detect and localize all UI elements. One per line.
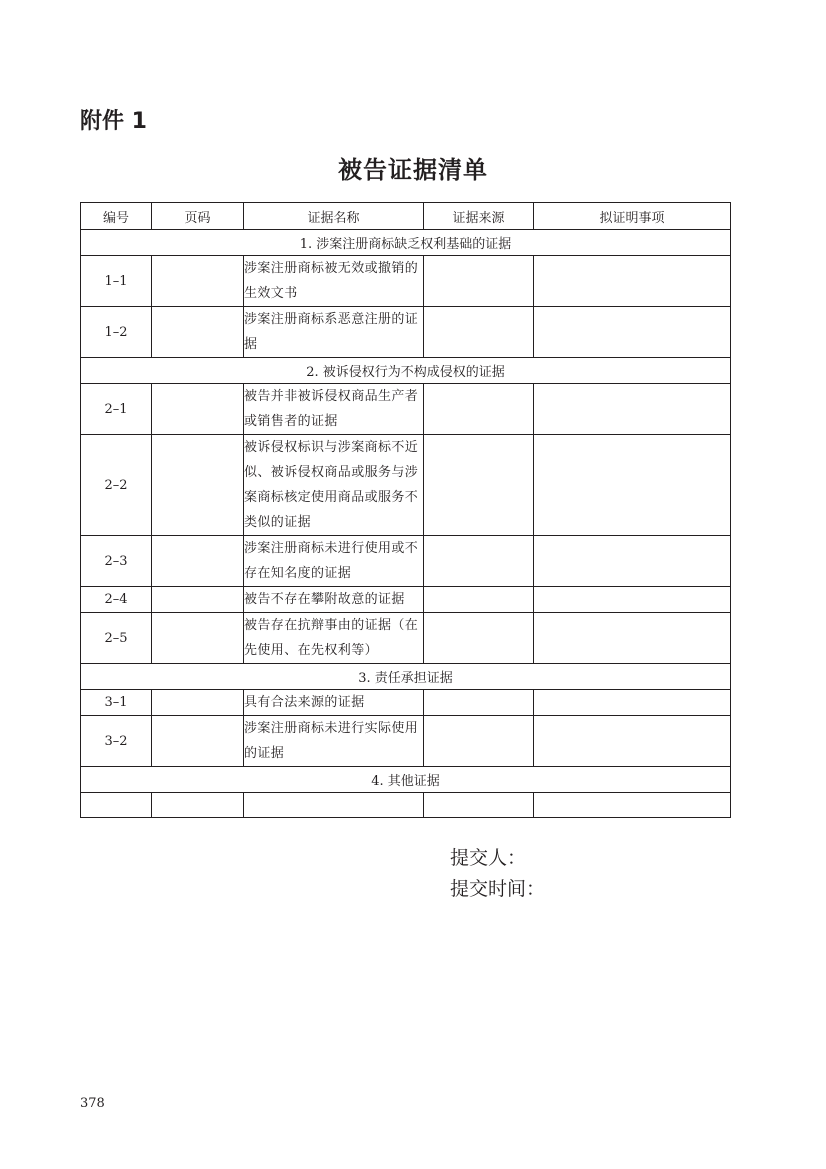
header-page: 页码 [152, 203, 244, 230]
page-number: 378 [80, 1096, 105, 1111]
row-purpose [534, 536, 731, 587]
row-number: 2–4 [81, 587, 152, 613]
row-number: 1–1 [81, 256, 152, 307]
row-source [424, 256, 534, 307]
table-row [81, 587, 731, 613]
table-row [81, 613, 731, 664]
header-evidence-name: 证据名称 [244, 203, 424, 230]
row-source [424, 690, 534, 716]
table-header-row [81, 203, 731, 230]
row-purpose [534, 435, 731, 536]
row-page [152, 613, 244, 664]
row-purpose [534, 587, 731, 613]
table-row [81, 690, 731, 716]
row-page [152, 435, 244, 536]
row-number: 3–2 [81, 716, 152, 767]
row-page [152, 716, 244, 767]
row-page [152, 536, 244, 587]
row-source [424, 613, 534, 664]
table-row [81, 307, 731, 358]
header-number: 编号 [81, 203, 152, 230]
row-number: 2–2 [81, 435, 152, 536]
row-page [152, 384, 244, 435]
row-evidence-name: 被诉侵权标识与涉案商标不近似、被诉侵权商品或服务与涉案商标核定使用商品或服务不类似的证据 [244, 435, 424, 536]
row-number: 2–5 [81, 613, 152, 664]
row-number: 2–3 [81, 536, 152, 587]
row-source [424, 384, 534, 435]
evidence-table [80, 202, 731, 818]
row-page [152, 690, 244, 716]
table-row [81, 793, 731, 818]
row-purpose [534, 690, 731, 716]
row-purpose [534, 384, 731, 435]
submit-time-label: 提交时间： [450, 878, 546, 900]
row-evidence-name: 涉案注册商标未进行实际使用的证据 [244, 716, 424, 767]
row-evidence-name: 具有合法来源的证据 [244, 690, 424, 716]
row-purpose [534, 716, 731, 767]
section-title: 3. 责任承担证据 [81, 664, 731, 690]
row-purpose [534, 256, 731, 307]
row-purpose [534, 793, 731, 818]
row-number: 3–1 [81, 690, 152, 716]
row-evidence-name: 涉案注册商标未进行使用或不存在知名度的证据 [244, 536, 424, 587]
row-source [424, 716, 534, 767]
row-source [424, 307, 534, 358]
row-number [81, 793, 152, 818]
row-source [424, 435, 534, 536]
row-evidence-name: 涉案注册商标系恶意注册的证据 [244, 307, 424, 358]
row-number: 2–1 [81, 384, 152, 435]
row-page [152, 256, 244, 307]
row-page [152, 587, 244, 613]
submitter-label: 提交人： [450, 847, 527, 869]
attachment-label: 附件 1 [80, 109, 147, 134]
row-number: 1–2 [81, 307, 152, 358]
row-evidence-name: 涉案注册商标被无效或撤销的生效文书 [244, 256, 424, 307]
submission-footer [450, 843, 545, 905]
header-evidence-source: 证据来源 [424, 203, 534, 230]
table-row [81, 384, 731, 435]
table-row [81, 435, 731, 536]
section-row [81, 664, 731, 690]
section-row [81, 767, 731, 793]
table-row [81, 716, 731, 767]
row-evidence-name: 被告不存在攀附故意的证据 [244, 587, 424, 613]
section-title: 1. 涉案注册商标缺乏权利基础的证据 [81, 230, 731, 256]
header-purpose: 拟证明事项 [534, 203, 731, 230]
row-purpose [534, 307, 731, 358]
row-source [424, 536, 534, 587]
row-page [152, 307, 244, 358]
section-title: 2. 被诉侵权行为不构成侵权的证据 [81, 358, 731, 384]
table-row [81, 256, 731, 307]
row-source [424, 587, 534, 613]
row-source [424, 793, 534, 818]
row-page [152, 793, 244, 818]
section-row [81, 230, 731, 256]
row-evidence-name: 被告存在抗辩事由的证据（在先使用、在先权利等） [244, 613, 424, 664]
document-title: 被告证据清单 [338, 155, 488, 184]
section-title: 4. 其他证据 [81, 767, 731, 793]
row-evidence-name: 被告并非被诉侵权商品生产者或销售者的证据 [244, 384, 424, 435]
table-row [81, 536, 731, 587]
section-row [81, 358, 731, 384]
row-evidence-name [244, 793, 424, 818]
row-purpose [534, 613, 731, 664]
